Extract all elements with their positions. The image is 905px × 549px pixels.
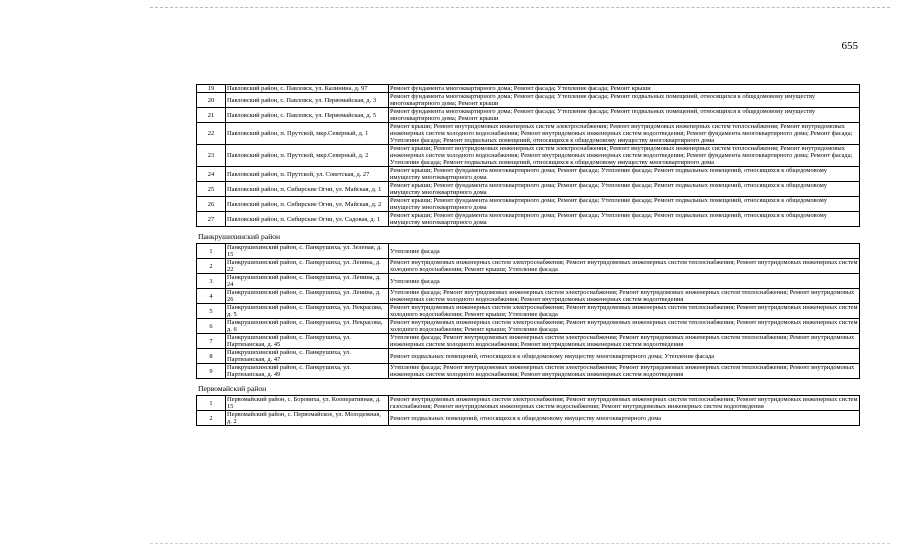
address-cell: Первомайский район, с. Боровиха, ул. Кооперативная, д. 15 (226, 396, 389, 411)
table-row (197, 319, 860, 334)
table-row (197, 197, 860, 212)
row-number-cell: 9 (197, 364, 226, 379)
address-cell: Павловский район, п. Сибирские Огни, ул. Майская, д. 2 (226, 197, 389, 212)
works-cell: Ремонт фундамента многоквартирного дома; Ремонт фасада; Утепление фасада; Ремонт крыши (389, 85, 860, 93)
works-table (196, 84, 860, 227)
table-row (197, 108, 860, 123)
table-row (197, 167, 860, 182)
row-number-cell: 1 (197, 396, 226, 411)
row-number-cell: 19 (197, 85, 226, 93)
table-row (197, 304, 860, 319)
table-row (197, 244, 860, 259)
row-number-cell: 24 (197, 167, 226, 182)
works-cell: Утепление фасада; Ремонт внутридомовых инженерных систем электроснабжения; Ремонт внутридомовых инженерных систем теплоснабжения; Ремонт внутридомовых инженерных систем холодного водоснабжения; Ремонт внутридомовых инженерных систем водоотведения (389, 364, 860, 379)
row-number-cell: 7 (197, 334, 226, 349)
address-cell: Панкрушихинский район, с. Панкрушиха, ул. Партизанская, д. 45 (226, 334, 389, 349)
works-cell: Ремонт внутридомовых инженерных систем электроснабжения; Ремонт внутридомовых инженерных систем теплоснабжения; Ремонт внутридомовых инженерных систем газоснабжения; Ремонт внутридомовых инженерных систем водоснабжения; Ремонт внутридомовых инженерных систем водоотведения (390, 396, 858, 410)
works-cell: Ремонт крыши; Ремонт фундамента многоквартирного дома; Ремонт фасада; Утепление фасада; Ремонт подвальных помещений, относящихся к общедомовому имуществу многоквартирного дома (389, 167, 860, 182)
works-cell: Ремонт внутридомовых инженерных систем электроснабжения; Ремонт внутридомовых инженерных систем теплоснабжения; Ремонт внутридомовых инженерных систем холодного водоснабжения; Ремонт крыши; Утепление фасада (390, 259, 858, 273)
row-number-cell: 21 (197, 108, 226, 123)
row-number-cell: 8 (197, 349, 226, 364)
address-cell: Панкрушихинский район, с. Панкрушиха, ул. Партизанская, д. 49 (226, 364, 389, 379)
row-number-cell: 27 (197, 212, 226, 227)
address-cell: Павловский район, п. Сибирские Огни, ул. Садовая, д. 1 (226, 212, 389, 227)
address-cell: Панкрушихинский район, с. Панкрушиха, ул. Некрасова, д. 6 (226, 319, 389, 334)
address-cell: Панкрушихинский район, с. Панкрушиха, ул. Ленина, д. 24 (226, 274, 389, 289)
row-number-cell: 4 (197, 289, 226, 304)
works-cell: Ремонт крыши; Ремонт внутридомовых инженерных систем электроснабжения; Ремонт внутридомовых инженерных систем теплоснабжения; Ремонт внутридомовых инженерных систем холодного водоснабжения; Ремонт внутридомовых инженерных систем водоотведения; Ремонт фундамента многоквартирного дома; Ремонт фасада; Утепление фасада; Ремонт подвальных помещений, относящихся к общедомовому имуществу многоквартирного дома (389, 145, 860, 167)
table-row (197, 259, 860, 274)
table-row (197, 396, 860, 411)
table-row (197, 274, 860, 289)
table-row (197, 334, 860, 349)
region-heading-pankrushikha: Панкрушихинский район (198, 232, 281, 241)
works-table-sheet (196, 84, 860, 426)
works-cell: Ремонт подвальных помещений, относящихся к общедомовому имуществу многоквартирного дома; Утепление фасада (389, 349, 860, 364)
works-cell: Утепление фасада; Ремонт внутридомовых инженерных систем электроснабжения; Ремонт внутридомовых инженерных систем теплоснабжения; Ремонт внутридомовых инженерных систем холодного водоснабжения; Ремонт внутридомовых инженерных систем водоотведения (389, 289, 860, 304)
row-number-cell: 2 (197, 411, 226, 426)
address-cell: Павловский район, с. Павловск, ул. Первомайская, д. 3 (226, 93, 389, 108)
address-cell: Панкрушихинский район, с. Панкрушиха, ул. Ленина, д. 26 (226, 289, 389, 304)
address-cell: Первомайский район, с. Первомайское, ул. Молодежная, д. 2 (226, 411, 389, 426)
table-row (197, 212, 860, 227)
row-number-cell: 23 (197, 145, 226, 167)
address-cell: Панкрушихинский район, с. Панкрушиха, ул. Некрасова, д. 5 (226, 304, 389, 319)
works-cell: Ремонт крыши; Ремонт фундамента многоквартирного дома; Ремонт фасада; Утепление фасада; Ремонт подвальных помещений, относящихся к общедомовому имуществу многоквартирного дома (389, 197, 860, 212)
table-row (197, 93, 860, 108)
row-number-cell: 3 (197, 274, 226, 289)
works-cell: Ремонт крыши; Ремонт внутридомовых инженерных систем электроснабжения; Ремонт внутридомовых инженерных систем теплоснабжения; Ремонт внутридомовых инженерных систем холодного водоснабжения; Ремонт внутридомовых инженерных систем водоотведения; Ремонт фундамента многоквартирного дома; Ремонт фасада; Утепление фасада; Ремонт подвальных помещений, относящихся к общедомовому имуществу многоквартирного дома (389, 123, 860, 145)
row-number-cell: 1 (197, 244, 226, 259)
table-row (197, 85, 860, 93)
works-table-pervomaisky (196, 395, 860, 426)
table-row (197, 364, 860, 379)
works-cell: Утепление фасада; Ремонт внутридомовых инженерных систем электроснабжения; Ремонт внутридомовых инженерных систем теплоснабжения; Ремонт внутридомовых инженерных систем холодного водоснабжения; Ремонт внутридомовых инженерных систем водоотведения (389, 334, 860, 349)
address-cell: Павловский район, п. Сибирские Огни, ул. Майская, д. 1 (226, 182, 389, 197)
row-number-cell: 5 (197, 304, 226, 319)
works-cell: Утепление фасада (389, 274, 860, 289)
works-cell: Ремонт фундамента многоквартирного дома; Ремонт фасада; Утепление фасада; Ремонт подвальных помещений, относящихся к общедомовому имуществу многоквартирного дома; Ремонт крыши (389, 93, 860, 108)
address-cell: Павловский район, с. Павловск, ул. Калинина, д. 97 (226, 85, 389, 93)
row-number-cell: 2 (197, 259, 226, 274)
pavlovsky-rows (197, 85, 860, 227)
address-cell: Павловский район, п. Прутской, ул. Советская, д. 27 (226, 167, 389, 182)
bottom-rule (150, 543, 890, 544)
table-row (197, 289, 860, 304)
works-cell: Ремонт фундамента многоквартирного дома; Ремонт фасада; Утепление фасада; Ремонт подвальных помещений, относящихся к общедомовому имуществу многоквартирного дома; Ремонт крыши (389, 108, 860, 123)
region-heading-pervomaisky: Первомайский район (198, 384, 267, 393)
pankrushikha-rows (197, 244, 860, 379)
row-number-cell: 20 (197, 93, 226, 108)
works-cell: Утепление фасада (389, 244, 860, 259)
table-row (197, 182, 860, 197)
top-rule (150, 7, 890, 8)
page-number: 655 (841, 40, 858, 52)
row-number-cell: 6 (197, 319, 226, 334)
table-row (197, 349, 860, 364)
works-cell: Ремонт внутридомовых инженерных систем электроснабжения; Ремонт внутридомовых инженерных систем теплоснабжения; Ремонт внутридомовых инженерных систем холодного водоснабжения; Ремонт крыши; Утепление фасада (390, 304, 858, 318)
table-row (197, 123, 860, 145)
row-number-cell: 25 (197, 182, 226, 197)
table-row (197, 411, 860, 426)
address-cell: Панкрушихинский район, с. Панкрушиха, ул. Партизанская, д. 47 (226, 349, 389, 364)
works-cell: Ремонт крыши; Ремонт фундамента многоквартирного дома; Ремонт фасада; Утепление фасада; Ремонт подвальных помещений, относящихся к общедомовому имуществу многоквартирного дома (389, 212, 860, 227)
row-number-cell: 26 (197, 197, 226, 212)
address-cell: Павловский район, п. Прутской, мкр.Северный, д. 1 (226, 123, 389, 145)
table-row (197, 145, 860, 167)
row-number-cell: 22 (197, 123, 226, 145)
address-cell: Панкрушихинский район, с. Панкрушиха, ул. Ленина, д. 22 (226, 259, 389, 274)
pervomaisky-rows (197, 396, 860, 426)
address-cell: Павловский район, п. Прутской, мкр.Северный, д. 2 (226, 145, 389, 167)
works-table-pankrushikha (196, 243, 860, 379)
works-cell: Ремонт внутридомовых инженерных систем электроснабжения; Ремонт внутридомовых инженерных систем теплоснабжения; Ремонт внутридомовых инженерных систем холодного водоснабжения; Ремонт крыши; Утепление фасада (390, 319, 858, 333)
works-cell: Ремонт подвальных помещений, относящихся к общедомовому имуществу многоквартирного дома (389, 411, 860, 426)
address-cell: Павловский район, с. Павловск, ул. Первомайская, д. 5 (226, 108, 389, 123)
address-cell: Панкрушихинский район, с. Панкрушиха, ул. Зеленая, д. 15 (226, 244, 389, 259)
works-cell: Ремонт крыши; Ремонт фундамента многоквартирного дома; Ремонт фасада; Утепление фасада; Ремонт подвальных помещений, относящихся к общедомовому имуществу многоквартирного дома (389, 182, 860, 197)
